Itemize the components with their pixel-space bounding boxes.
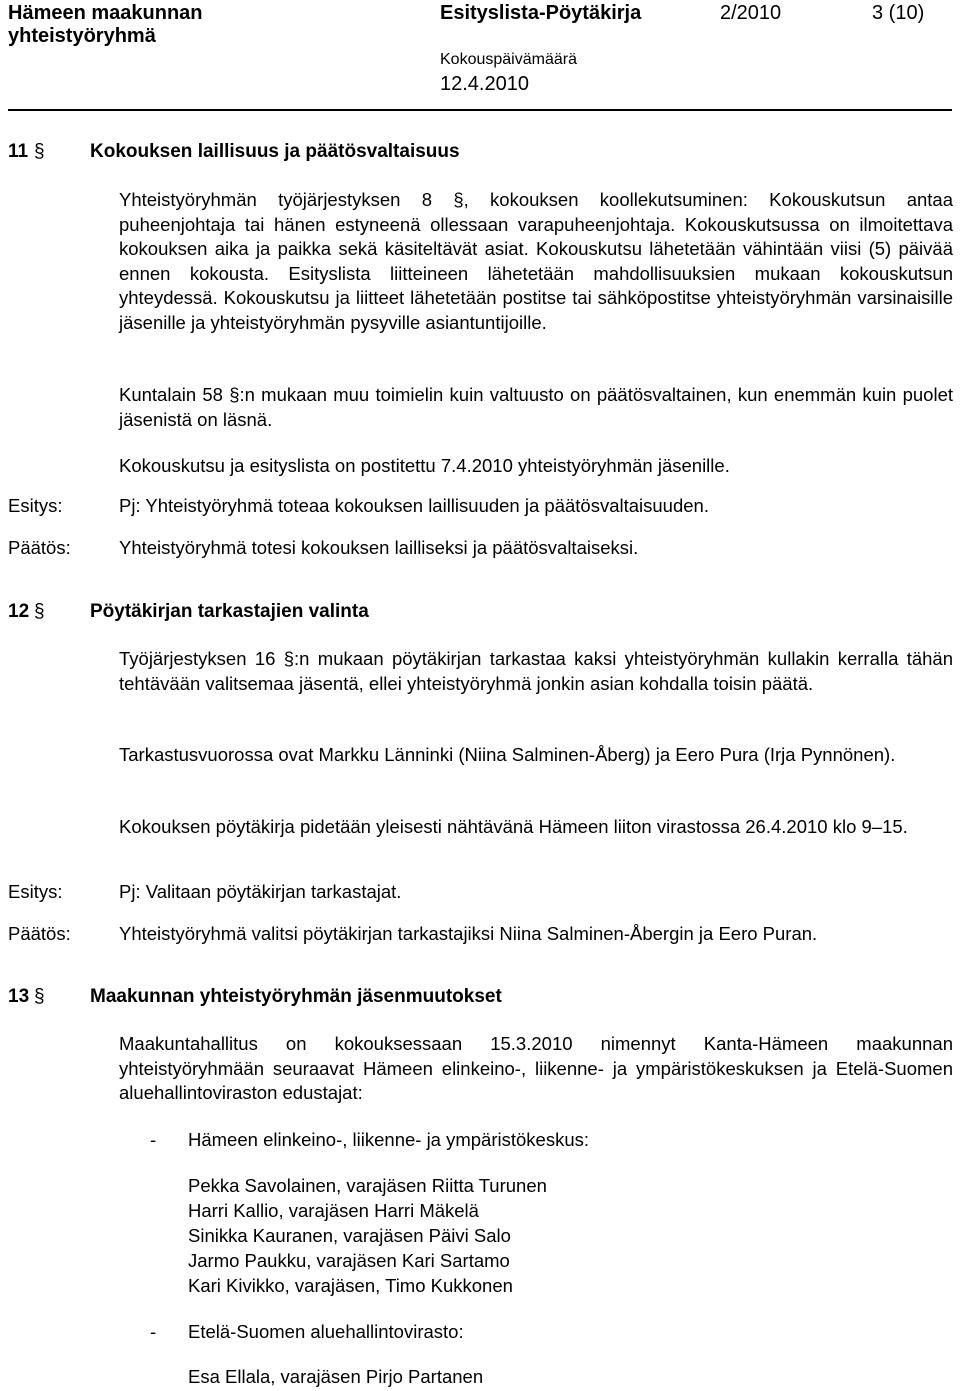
section-12-title: Pöytäkirjan tarkastajien valinta xyxy=(90,601,369,622)
section-11-proposal: Pj: Yhteistyöryhmä toteaa kokouksen laillisuuden ja päätösvaltaisuuden. xyxy=(119,495,709,516)
section-12-proposal-label: Esitys: xyxy=(8,881,63,902)
list-item: Pekka Savolainen, varajäsen Riitta Turunen xyxy=(188,1175,547,1196)
meeting-date: 12.4.2010 xyxy=(440,73,529,95)
section-11-decision-label: Päätös: xyxy=(8,537,71,558)
section-11-paragraph-3: Kokouskutsu ja esityslista on postitettu 7.4.2010 yhteistyöryhmän jäsenille. xyxy=(119,455,730,476)
section-13-title: Maakunnan yhteistyöryhmän jäsenmuutokset xyxy=(90,986,502,1007)
meeting-date-label: Kokouspäivämäärä xyxy=(440,51,577,68)
page-number: 3 (10) xyxy=(872,2,925,24)
organization-name-line1: Hämeen maakunnan xyxy=(8,2,203,24)
section-12-paragraph-3: Kokouksen pöytäkirja pidetään yleisesti nähtävänä Hämeen liiton virastossa 26.4.2010 klo 9–15. xyxy=(119,816,908,837)
section-12-decision: Yhteistyöryhmä valitsi pöytäkirjan tarkastajiksi Niina Salminen-Åbergin ja Eero Puran. xyxy=(119,923,818,944)
list-item: Kari Kivikko, varajäsen, Timo Kukkonen xyxy=(188,1275,513,1296)
section-12-proposal: Pj: Valitaan pöytäkirjan tarkastajat. xyxy=(119,881,402,902)
section-11-paragraph-1: Yhteistyöryhmän työjärjestyksen 8 §, kokouksen koollekutsuminen: Kokouskutsun antaa puheenjohtaja tai hänen estyneenä ollessaan varapuheenjohtaja. Kokouskutsussa on ilmoitettava kokouksen aika ja paikka sekä käsiteltävät asiat. Kokouskutsu lähetetään vähintään viisi (5) päivää ennen kokousta. Esityslista liitteineen lähetetään mahdollisuuksien mukaan kokouskutsun yhteydessä. Kokouskutsu ja liitteet lähetetään postitse tai sähköpostitse yhteistyöryhmän varsinaisille jäsenille ja yhteistyöryhmän pysyville asiantuntijoille. xyxy=(119,189,953,333)
list-item: Esa Ellala, varajäsen Pirjo Partanen xyxy=(188,1366,484,1387)
group-2-dash: - xyxy=(150,1321,157,1342)
section-13-paragraph-sign: § xyxy=(34,986,45,1007)
group-2-member-list xyxy=(188,1364,483,1389)
list-item: Sinikka Kauranen, varajäsen Päivi Salo xyxy=(188,1225,511,1246)
section-12-paragraph-1: Työjärjestyksen 16 §:n mukaan pöytäkirjan tarkastaa kaksi yhteistyöryhmän kullakin kerralla tähän tehtävään valitsemaa jäsentä, ellei yhteistyöryhmä jonkin asian kohdalla toisin päätä. xyxy=(119,648,953,694)
section-11-proposal-label: Esitys: xyxy=(8,495,63,516)
section-12-paragraph-2: Tarkastusvuorossa ovat Markku Länninki (Niina Salminen-Åberg) ja Eero Pura (Irja Pynnönen). xyxy=(119,744,896,765)
group-1-member-list xyxy=(188,1173,547,1298)
group-2-title: Etelä-Suomen aluehallintovirasto: xyxy=(188,1321,464,1342)
section-13-number: 13 xyxy=(8,986,30,1007)
section-11-number: 11 xyxy=(8,141,29,162)
group-1-dash: - xyxy=(150,1129,157,1150)
document-number: 2/2010 xyxy=(720,2,782,24)
header-divider xyxy=(8,109,952,111)
section-11-decision: Yhteistyöryhmä totesi kokouksen lailliseksi ja päätösvaltaiseksi. xyxy=(119,537,639,558)
section-11-title: Kokouksen laillisuus ja päätösvaltaisuus xyxy=(90,141,460,162)
group-1-title: Hämeen elinkeino-, liikenne- ja ympäristökeskus: xyxy=(188,1129,590,1150)
organization-name-line2: yhteistyöryhmä xyxy=(8,25,156,47)
section-11-paragraph-2: Kuntalain 58 §:n mukaan muu toimielin kuin valtuusto on päätösvaltainen, kun enemmän kuin puolet jäsenistä on läsnä. xyxy=(119,384,953,430)
section-11-paragraph-sign: § xyxy=(34,141,45,162)
section-12-number: 12 xyxy=(8,601,30,622)
section-12-decision-label: Päätös: xyxy=(8,923,71,944)
document-type: Esityslista-Pöytäkirja xyxy=(440,2,642,24)
page-header xyxy=(8,0,952,96)
section-12-paragraph-sign: § xyxy=(34,601,45,622)
list-item: Harri Kallio, varajäsen Harri Mäkelä xyxy=(188,1200,479,1221)
list-item: Jarmo Paukku, varajäsen Kari Sartamo xyxy=(188,1250,510,1271)
section-13-paragraph-1: Maakuntahallitus on kokouksessaan 15.3.2010 nimennyt Kanta-Hämeen maakunnan yhteistyöryhmään seuraavat Hämeen elinkeino-, liikenne- ja ympäristökeskuksen ja Etelä-Suomen aluehallintoviraston edustajat: xyxy=(119,1033,953,1103)
